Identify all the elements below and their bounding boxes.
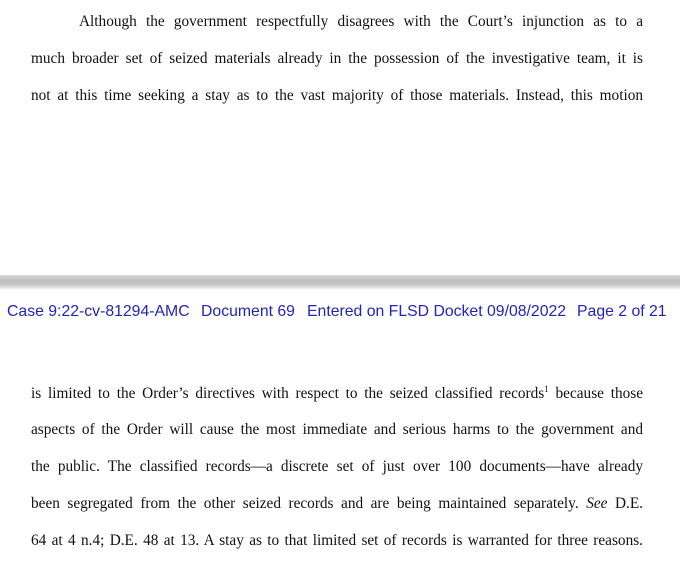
text-span: is limited to the Order’s directives with respect to the seized classified records bbox=[31, 385, 545, 402]
page-top-section bbox=[0, 0, 680, 275]
citation-signal: See bbox=[586, 495, 608, 512]
body-text-line bbox=[31, 384, 643, 403]
text-span: been segregated from the other seized records and are being maintained separately. bbox=[31, 495, 587, 512]
docket-header bbox=[0, 303, 680, 327]
document-number: Document 69 bbox=[201, 303, 295, 320]
page-break-divider bbox=[0, 275, 680, 289]
text-span: D.E. bbox=[607, 495, 644, 512]
text-span: because those bbox=[548, 385, 643, 402]
entered-docket: Entered on FLSD Docket 09/08/2022 bbox=[307, 303, 567, 320]
page-number: Page 2 of 21 bbox=[577, 303, 667, 320]
case-number: Case 9:22-cv-81294-AMC bbox=[7, 303, 190, 320]
body-text-line: Although the government respectfully disagrees with the Court’s injunction as to a bbox=[79, 13, 643, 30]
body-text-line: aspects of the Order will cause the most immediate and serious harms to the government and bbox=[31, 421, 643, 438]
footnote-marker: 1 bbox=[544, 384, 549, 394]
body-text-line: not at this time seeking a stay as to the vast majority of those materials. Instead, this motion bbox=[31, 87, 643, 104]
body-text-line bbox=[31, 495, 643, 513]
body-text-line: 64 at 4 n.4; D.E. 48 at 13. A stay as to that limited set of records is warranted for three reasons. bbox=[31, 532, 643, 549]
body-text-line: the public. The classified records—a discrete set of just over 100 documents—have already bbox=[31, 458, 643, 475]
body-text-line: much broader set of seized materials already in the possession of the investigative team, it is bbox=[31, 50, 643, 67]
